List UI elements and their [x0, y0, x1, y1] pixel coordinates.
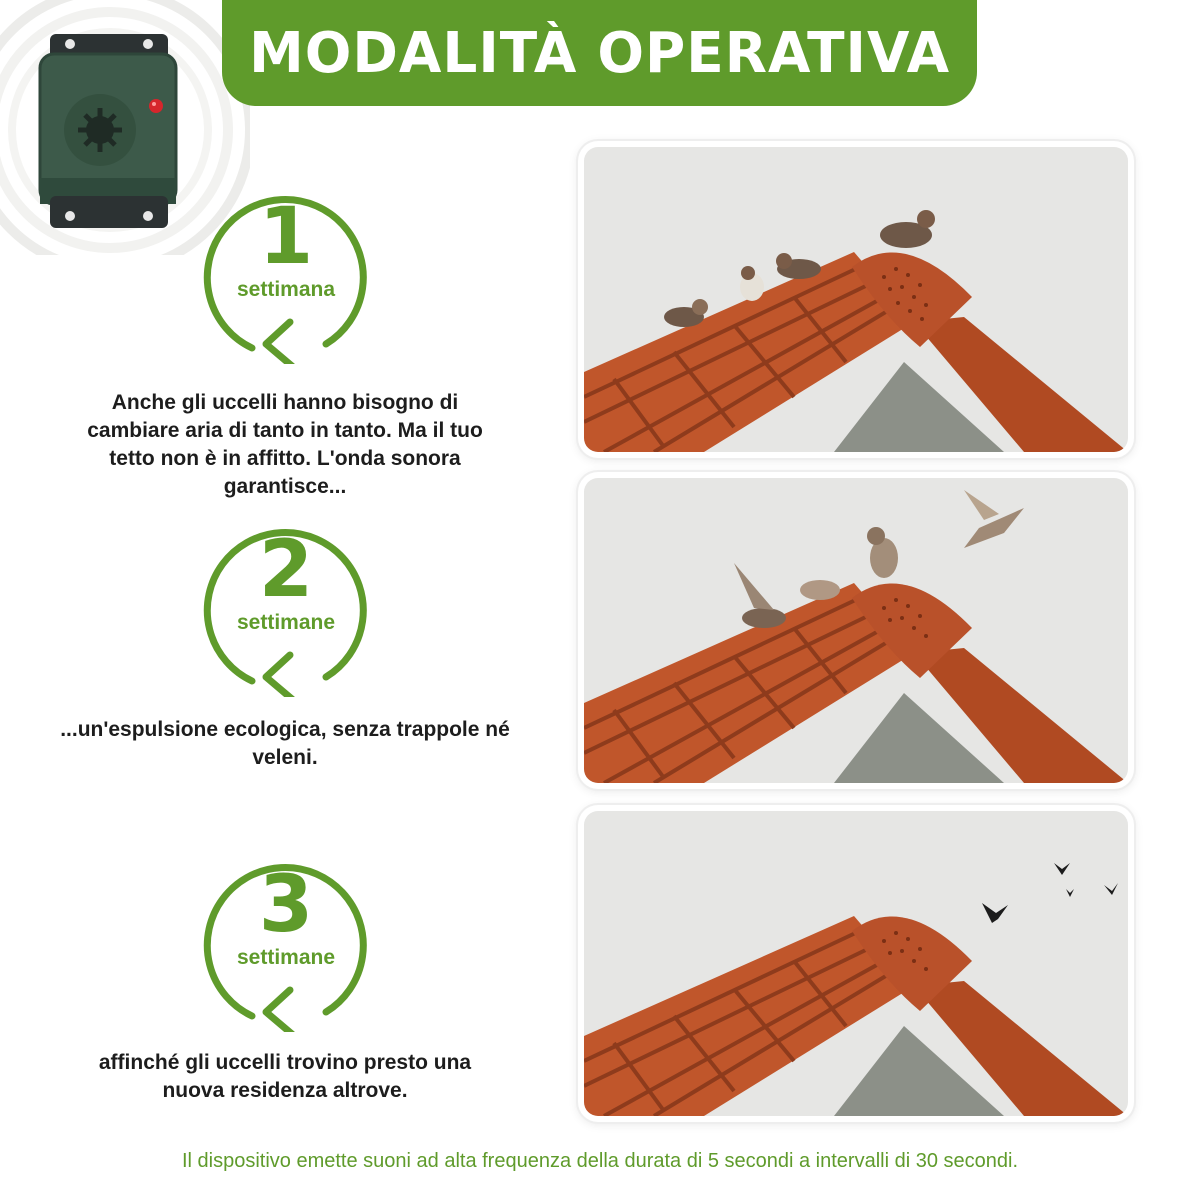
- footer-note: Il dispositivo emette suoni ad alta frequenza della durata di 5 secondi a intervalli di 30 secondi.: [181, 1150, 1019, 1172]
- sparrows-leaving-roof-photo: [584, 478, 1128, 783]
- birds-flown-away-photo: [584, 811, 1128, 1116]
- step-2-description: ...un'espulsione ecologica, senza trappole né veleni.: [60, 718, 510, 769]
- photo-sparrows-on-roof: [578, 141, 1134, 458]
- step-number: 2: [258, 525, 314, 615]
- step-unit: settimana: [236, 278, 336, 301]
- step-unit: settimane: [236, 611, 336, 634]
- step-3-description: affinché gli uccelli trovino presto una nuova residenza altrove.: [98, 1051, 472, 1102]
- sparrows-on-roof-photo: [584, 147, 1128, 452]
- step-3-badge: [200, 860, 372, 1032]
- step-unit: settimane: [236, 946, 336, 969]
- header-banner: [222, 0, 977, 106]
- photo-birds-gone: [578, 805, 1134, 1122]
- photo-sparrows-leaving: [578, 472, 1134, 789]
- step-number: 3: [258, 860, 314, 950]
- step-1-description: Anche gli uccelli hanno bisogno di cambiare aria di tanto in tanto. Ma il tuo tetto non è in affitto. L'onda sonora garantisce...: [87, 391, 483, 498]
- step-number: 1: [258, 192, 314, 282]
- step-2-badge: [200, 525, 372, 697]
- page-title: MODALITÀ OPERATIVA: [248, 20, 950, 86]
- step-1-badge: [200, 192, 372, 364]
